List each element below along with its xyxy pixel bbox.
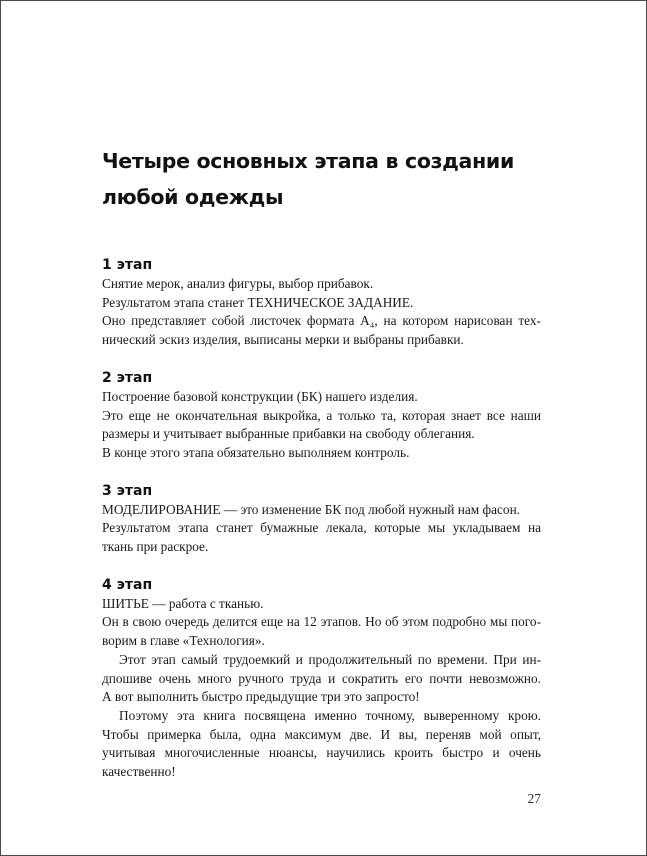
body-line: учитывая многочисленные нюансы, научились кроить быстро и очень <box>102 745 541 761</box>
body-line: Оно представляет собой листочек формата А₄, на котором нарисован тех- <box>102 313 541 329</box>
body-line: Он в свою очередь делится еще на 12 этапов. Но об этом подробно мы пого- <box>102 614 541 630</box>
body-line: Снятие мерок, анализ фигуры, выбор прибавок. <box>102 276 374 291</box>
body-line: ткань при раскрое. <box>102 539 209 555</box>
stage-1-section <box>102 256 541 350</box>
stage-2-section <box>102 369 541 463</box>
title-line: любой одежды <box>102 185 284 209</box>
stage-heading: 4 этап <box>102 576 153 593</box>
body-line: Этот этап самый трудоемкий и продолжительный по времени. При ин- <box>119 651 541 667</box>
body-line: размеры и учитывает выбранные прибавки на свободу облегания. <box>102 426 475 442</box>
page-content <box>102 143 541 801</box>
stage-heading: 3 этап <box>102 482 153 499</box>
stage-heading: 2 этап <box>102 369 153 386</box>
body-line: качественно! <box>102 764 176 780</box>
title-line: Четыре основных этапа в создании <box>102 149 515 173</box>
body-line: ворим в главе «Технология». <box>102 633 265 649</box>
body-line: дпошиве очень много ручного труда и сократить его почти невозможно. <box>102 670 541 686</box>
stage-heading: 1 этап <box>102 257 153 273</box>
page-number: 27 <box>527 791 541 806</box>
body-line: Результатом этапа станет ТЕХНИЧЕСКОЕ ЗАДАНИЕ. <box>102 294 414 310</box>
stage-4-section <box>102 576 541 782</box>
body-line: А вот выполнить быстро предыдущие три это запросто! <box>102 689 420 705</box>
body-line: Построение базовой конструкции (БК) нашего изделия. <box>102 388 418 404</box>
body-line: Это еще не окончательная выкройка, а только та, которая знает все наши <box>102 407 541 423</box>
body-line: Результатом этапа станет бумажные лекала, которые мы укладываем на <box>102 520 541 536</box>
stage-3-section <box>102 482 541 557</box>
body-line: нический эскиз изделия, выписаны мерки и выбраны прибавки. <box>102 332 464 348</box>
body-line: Чтобы примерка была, одна максимум две. И вы, переняв мой опыт, <box>102 726 541 742</box>
page-title <box>102 143 541 215</box>
body-line: МОДЕЛИРОВАНИЕ — это изменение БК под любой нужный нам фасон. <box>102 501 521 517</box>
body-line: Поэтому эта книга посвящена именно точному, выверенному крою. <box>119 707 541 723</box>
body-line: ШИТЬЕ — работа с тканью. <box>102 595 264 611</box>
body-line: В конце этого этапа обязательно выполняем контроль. <box>102 444 410 460</box>
